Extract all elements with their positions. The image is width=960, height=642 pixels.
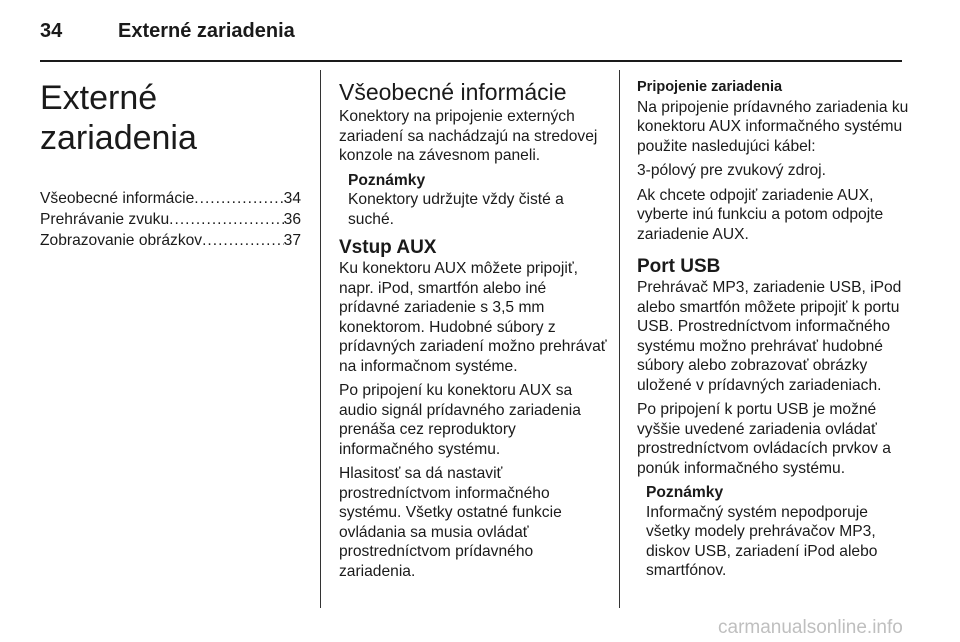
header-title: Externé zariadenia xyxy=(118,20,295,42)
note-text: Konektory udržujte vždy čisté a suché. xyxy=(348,191,564,228)
toc-entry-page: 37 xyxy=(283,232,301,249)
chapter-title: Externé zariadenia xyxy=(40,79,197,157)
aux-paragraph-1: Ku konektoru AUX môžete pripojiť, napr. iPod, smartfón alebo iné prídavné zariadenie s 3,5 mm konektorom. Hudobné súbory z prídavných zariadení možno prehrávať na informačnom systéme. xyxy=(339,260,607,375)
toc-leader xyxy=(202,230,284,251)
header-rule xyxy=(40,60,902,62)
table-of-contents xyxy=(40,188,310,251)
column-divider-1 xyxy=(320,70,321,608)
toc-leader xyxy=(194,188,283,209)
section-heading-usb: Port USB xyxy=(637,256,721,277)
section-heading-general: Všeobecné informácie xyxy=(339,79,567,105)
toc-leader xyxy=(169,209,283,230)
toc-entry-label: Všeobecné informácie xyxy=(40,190,195,207)
note-title: Poznámky xyxy=(348,171,426,189)
column-divider-2 xyxy=(619,70,620,608)
usb-paragraph-2: Po pripojení k portu USB je možné vyššie uvedené zariadenia ovládať prostredníctvom ovládacích prvkov a ponúk informačného systému. xyxy=(637,401,891,477)
note-text: Informačný systém nepodporuje všetky modely prehrávačov MP3, diskov USB, zariadení iPod alebo smartfónov. xyxy=(646,503,878,579)
usb-paragraph-1: Prehrávač MP3, zariadenie USB, iPod alebo smartfón môžete pripojiť k portu USB. Prostredníctvom informačného systému možno prehrávať hudobné súbory alebo zobrazovať obrázky uložené v prídavných zariadeniach. xyxy=(637,279,902,394)
page-number: 34 xyxy=(40,20,63,42)
section-heading-aux: Vstup AUX xyxy=(339,237,437,258)
note-box xyxy=(637,483,909,581)
connect-paragraph-2: 3-pólový pre zvukový zdroj. xyxy=(637,162,826,179)
toc-entry[interactable] xyxy=(40,209,301,230)
connect-paragraph-1: Na pripojenie prídavného zariadenia ku konektoru AUX informačného systému použite nasledujúci kábel: xyxy=(637,98,909,155)
toc-entry-label: Zobrazovanie obrázkov xyxy=(40,232,203,249)
watermark: carmanualsonline.info xyxy=(718,617,903,638)
note-box xyxy=(339,171,611,230)
note-title: Poznámky xyxy=(646,484,724,501)
general-intro: Konektory na pripojenie externých zariadení sa nachádzajú na stredovej konzole na závesnom paneli. xyxy=(339,108,598,164)
column-1 xyxy=(40,78,310,251)
aux-paragraph-2: Po pripojení ku konektoru AUX sa audio signál prídavného zariadenia prenáša cez reproduktory informačného systému. xyxy=(339,382,581,458)
page-header xyxy=(40,20,295,43)
column-2 xyxy=(339,78,611,586)
toc-entry-page: 36 xyxy=(283,211,301,228)
aux-paragraph-3: Hlasitosť sa dá nastaviť prostredníctvom informačného systému. Všetky ostatné funkcie ovládania sa musia ovládať prostredníctvom prídavného zariadenia. xyxy=(339,465,562,580)
column-3 xyxy=(637,78,909,586)
subheading-connect-device: Pripojenie zariadenia xyxy=(637,79,783,95)
toc-entry[interactable] xyxy=(40,188,301,209)
connect-paragraph-3: Ak chcete odpojiť zariadenie AUX, vyberte inú funkciu a potom odpojte zariadenie AUX. xyxy=(637,186,884,243)
toc-entry-page: 34 xyxy=(283,190,301,207)
toc-entry[interactable] xyxy=(40,230,301,251)
toc-entry-label: Prehrávanie zvuku xyxy=(40,211,170,228)
